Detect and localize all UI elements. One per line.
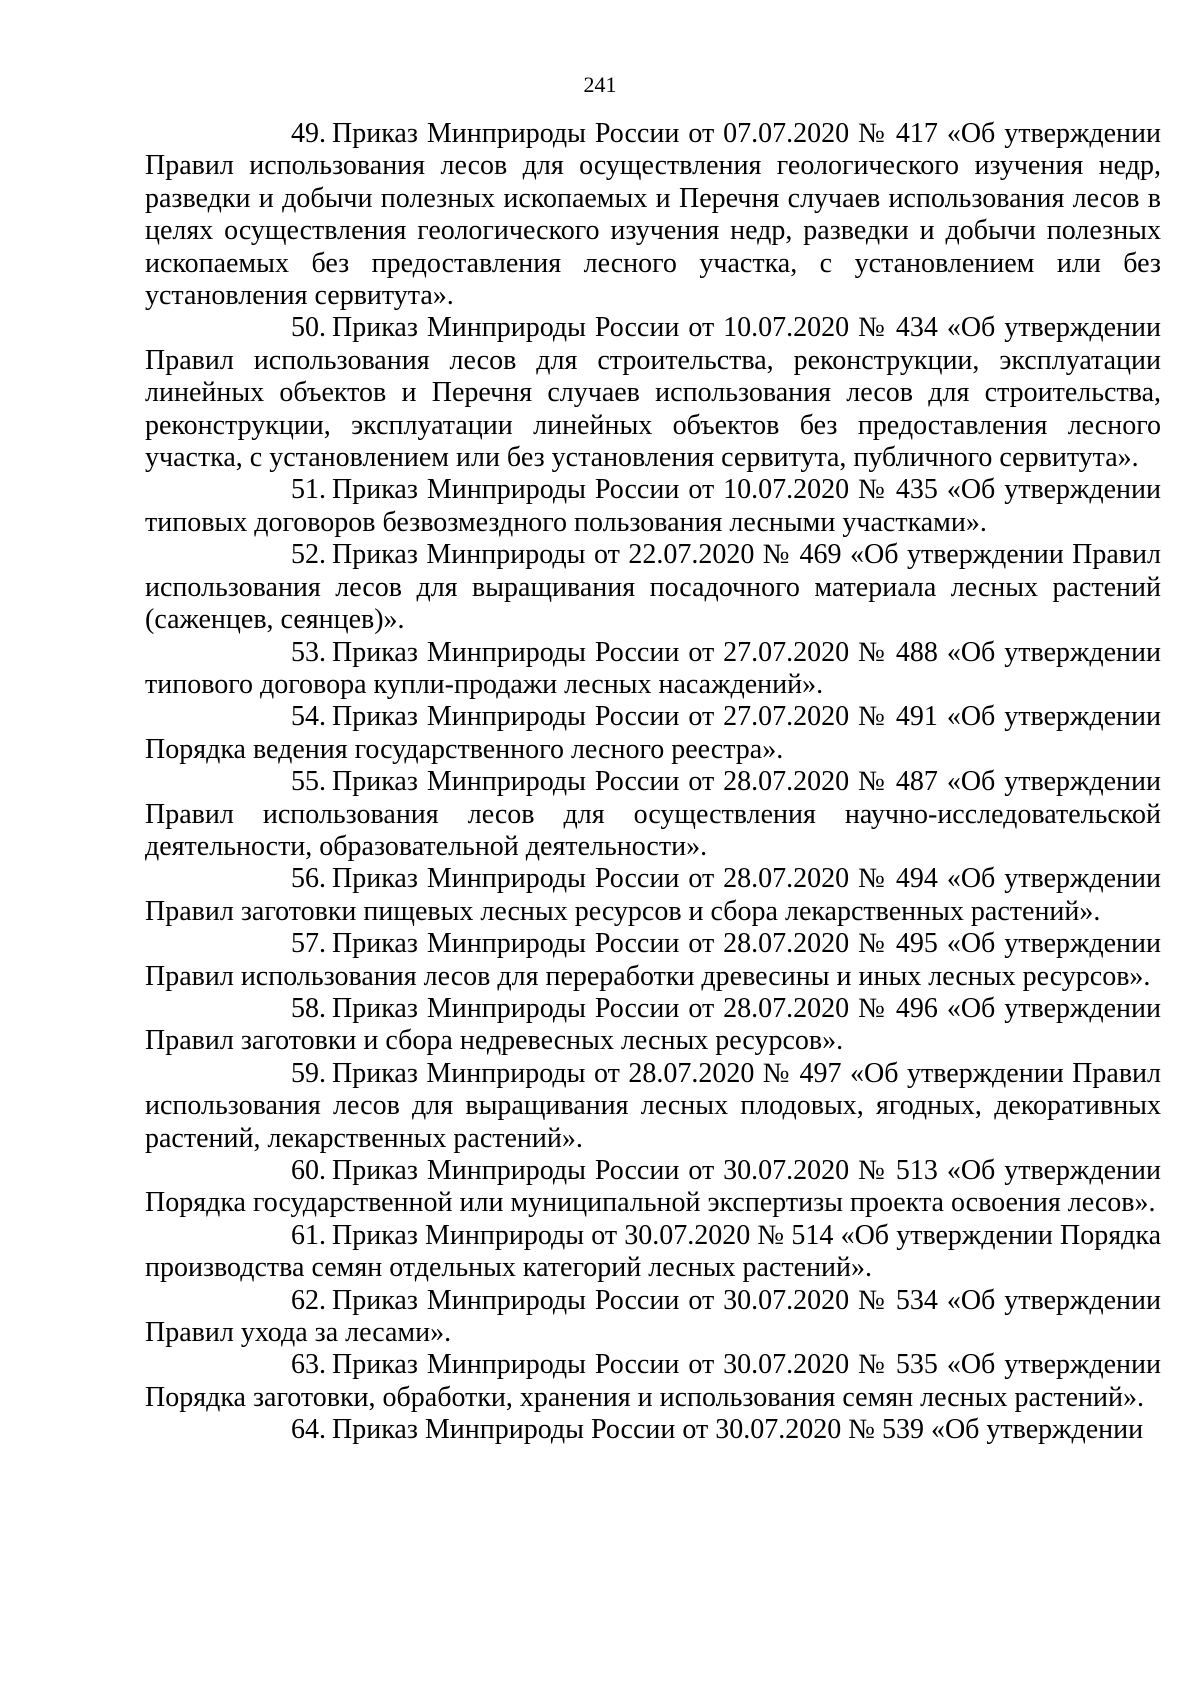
item-number: 50. <box>291 312 326 344</box>
item-text: Приказ Минприроды России от 10.07.2020 № 435 «Об утверждении типовых договоров безвозмездного пользования лесными участками». <box>145 474 1161 538</box>
list-item <box>145 1349 1161 1414</box>
item-text: Приказ Минприроды России от 07.07.2020 № 417 «Об утверждении Правил использования лесов для осуществления геологического изучения недр, разведки и добычи полезных ископаемых и Перечня случаев использования лесов в целях осуществления геологического изучения недр, разведки и добычи полезных ископаемых без предоставления лесного участка, с установлением или без установления сервитута». <box>145 118 1161 312</box>
item-text: Приказ Минприроды России от 30.07.2020 № 535 «Об утверждении Порядка заготовки, обработки, хранения и использования семян лесных растений». <box>145 1349 1161 1413</box>
item-text: Приказ Минприроды от 22.07.2020 № 469 «Об утверждении Правил использования лесов для выращивания посадочного материала лесных растений (саженцев, сеянцев)». <box>145 539 1161 636</box>
list-item <box>145 993 1161 1058</box>
list-item <box>145 1285 1161 1350</box>
item-number: 57. <box>291 928 326 960</box>
list-item <box>145 637 1161 702</box>
item-number: 58. <box>291 992 326 1024</box>
item-number: 56. <box>291 863 326 895</box>
item-number: 55. <box>291 766 326 798</box>
list-item <box>145 474 1161 539</box>
item-text: Приказ Минприроды России от 30.07.2020 № 513 «Об утверждении Порядка государственной или муниципальной экспертизы проекта освоения лесов». <box>145 1155 1161 1219</box>
item-text: Приказ Минприроды России от 28.07.2020 № 494 «Об утверждении Правил заготовки пищевых лесных ресурсов и сбора лекарственных растений». <box>145 863 1161 927</box>
item-number: 60. <box>291 1155 326 1186</box>
item-text: Приказ Минприроды России от 28.07.2020 № 495 «Об утверждении Правил использования лесов для переработки древесины и иных лесных ресурсов». <box>145 928 1161 992</box>
list-item <box>145 539 1161 636</box>
item-number: 49. <box>291 118 326 149</box>
list-item <box>145 312 1161 474</box>
item-number: 59. <box>291 1057 326 1089</box>
list-item <box>145 863 1161 928</box>
item-number: 62. <box>291 1284 326 1316</box>
list-item <box>145 766 1161 863</box>
list-item <box>145 1220 1161 1285</box>
item-text: Приказ Минприроды России от 27.07.2020 № 491 «Об утверждении Порядка ведения государственного лесного реестра». <box>145 701 1161 765</box>
item-text: Приказ Минприроды России от 30.07.2020 № 539 «Об утверждении <box>332 1414 1144 1446</box>
list-item <box>145 1414 1161 1446</box>
item-number: 63. <box>291 1349 326 1381</box>
item-number: 52. <box>291 539 326 571</box>
item-number: 61. <box>291 1219 326 1251</box>
item-number: 64. <box>291 1414 326 1446</box>
document-body <box>145 118 1161 1447</box>
item-text: Приказ Минприроды России от 27.07.2020 № 488 «Об утверждении типового договора купли-продажи лесных насаждений». <box>145 636 1161 700</box>
item-number: 54. <box>291 701 326 733</box>
item-text: Приказ Минприроды от 30.07.2020 № 514 «Об утверждении Порядка производства семян отдельных категорий лесных растений». <box>145 1219 1161 1284</box>
item-number: 53. <box>291 636 326 668</box>
list-item <box>145 928 1161 993</box>
list-item <box>145 1155 1161 1220</box>
list-item <box>145 118 1161 312</box>
item-text: Приказ Минприроды от 28.07.2020 № 497 «Об утверждении Правил использования лесов для выращивания лесных плодовых, ягодных, декоративных растений, лекарственных растений». <box>145 1057 1161 1154</box>
page-number: 241 <box>583 72 617 97</box>
item-number: 51. <box>291 474 326 506</box>
item-text: Приказ Минприроды России от 28.07.2020 № 487 «Об утверждении Правил использования лесов для осуществления научно-исследовательской деятельности, образовательной деятельности». <box>145 766 1161 862</box>
item-text: Приказ Минприроды России от 30.07.2020 № 534 «Об утверждении Правил ухода за лесами». <box>145 1284 1161 1349</box>
list-item <box>145 1058 1161 1155</box>
item-text: Приказ Минприроды России от 10.07.2020 № 434 «Об утверждении Правил использования лесов для строительства, реконструкции, эксплуатации линейных объектов и Перечня случаев использования лесов для строительства, реконструкции, эксплуатации линейных объектов без предоставления лесного участка, с установлением или без установления сервитута, публичного сервитута». <box>145 312 1161 474</box>
list-item <box>145 701 1161 766</box>
item-text: Приказ Минприроды России от 28.07.2020 № 496 «Об утверждении Правил заготовки и сбора недревесных лесных ресурсов». <box>145 992 1161 1057</box>
